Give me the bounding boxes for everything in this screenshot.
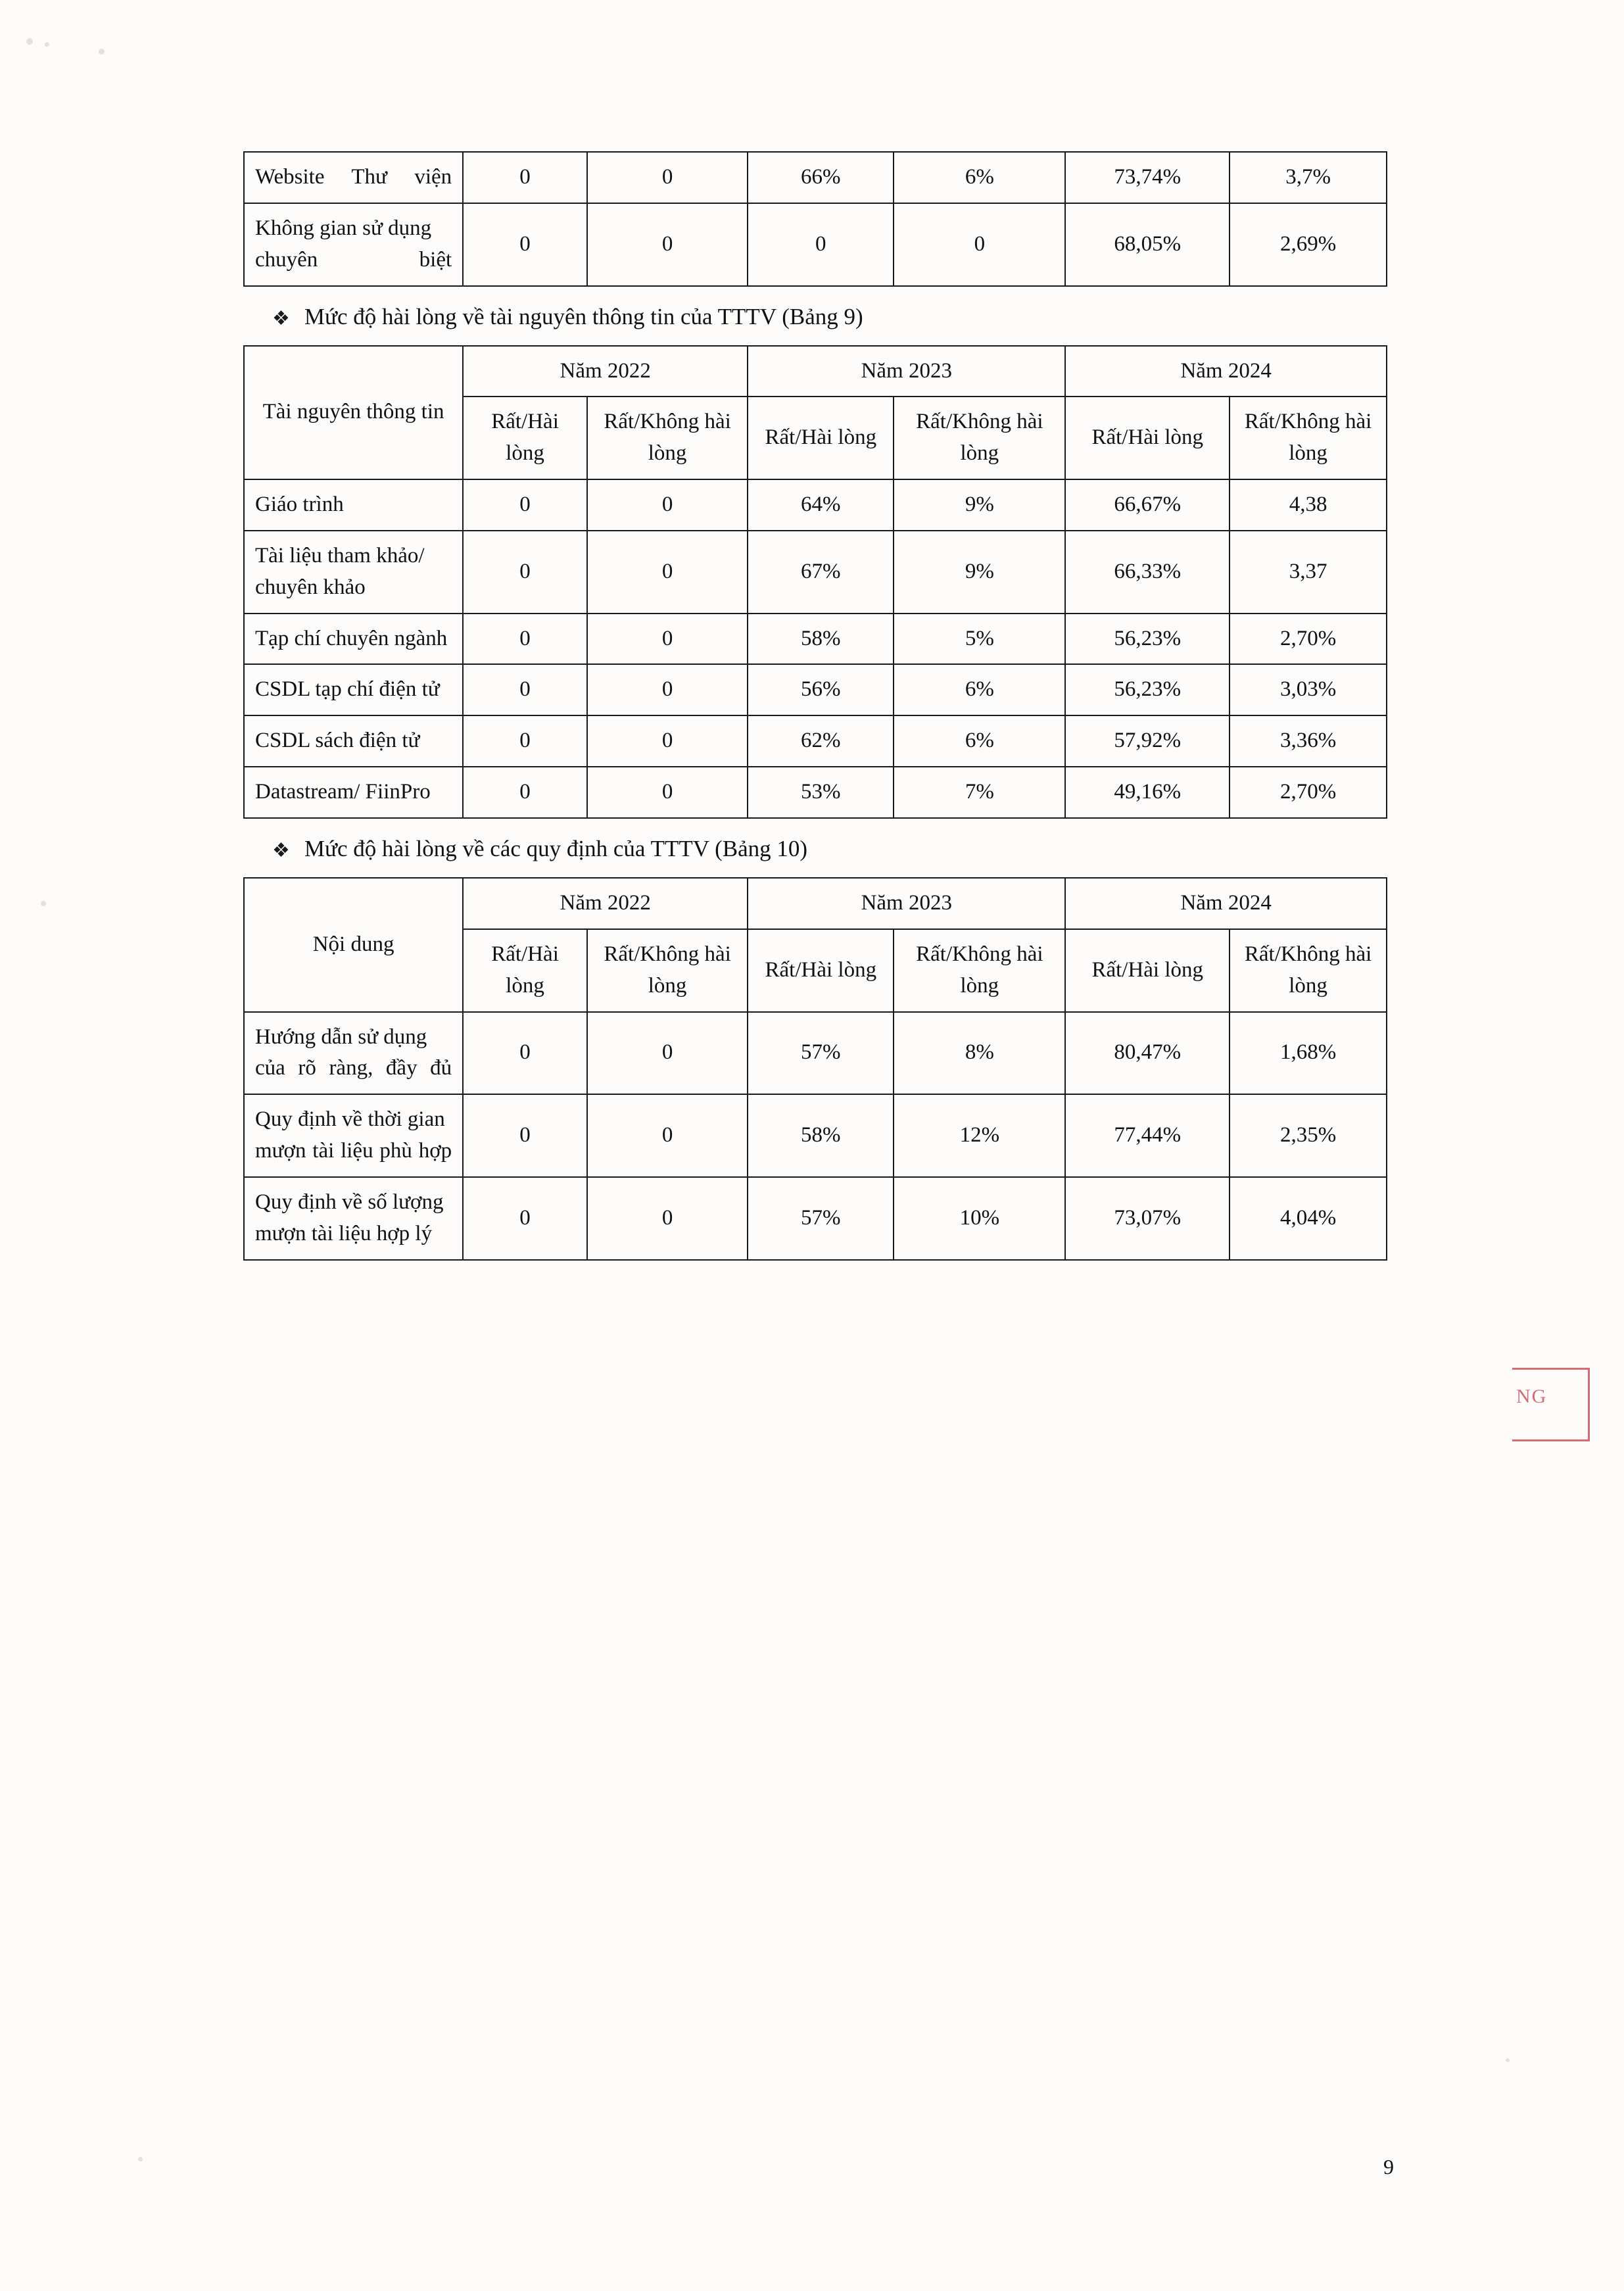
cell-value: 0 [587,715,748,767]
row-label: Quy định về thời gian mượn tài liệu phù hợp [244,1094,463,1177]
cell-value: 0 [587,152,748,203]
cell-value: 53% [748,767,894,818]
cell-value: 73,74% [1065,152,1230,203]
heading-text: Mức độ hài lòng về các quy định của TTTV (Bảng 10) [304,835,808,861]
cell-value: 2,35% [1230,1094,1387,1177]
table-row [244,614,1387,665]
table-row [244,1177,1387,1260]
cell-value: 0 [463,1012,587,1095]
table-row [244,1094,1387,1177]
cell-value: 0 [587,614,748,665]
cell-value: 2,69% [1230,203,1387,286]
table-bang-9 [243,345,1387,819]
cell-value: 56,23% [1065,664,1230,715]
cell-value: 56,23% [1065,614,1230,665]
cell-value: 57% [748,1177,894,1260]
table-row [244,767,1387,818]
sub-header: Rất/Hài lòng [748,397,894,479]
year-header: Năm 2022 [463,346,748,397]
year-header: Năm 2024 [1065,346,1387,397]
table-bang-10 [243,877,1387,1261]
cell-value: 56% [748,664,894,715]
cell-value: 0 [587,1094,748,1177]
heading-bang-10 [272,836,1391,865]
cell-value: 0 [587,664,748,715]
cell-value: 2,70% [1230,767,1387,818]
cell-value: 3,03% [1230,664,1387,715]
scan-corner-marks [26,38,158,64]
cell-value: 8% [894,1012,1065,1095]
sub-header: Rất/Hài lòng [463,397,587,479]
row-label: Datastream/ FiinPro [244,767,463,818]
year-header: Năm 2023 [748,878,1065,929]
cell-value: 12% [894,1094,1065,1177]
diamond-bullet-icon: ❖ [272,307,290,329]
sub-header: Rất/Không hài lòng [587,929,748,1012]
cell-value: 64% [748,479,894,531]
sub-header: Rất/Hài lòng [748,929,894,1012]
row-label: Hướng dẫn sử dụng của rõ ràng, đầy đủ [244,1012,463,1095]
sub-header: Rất/Không hài lòng [1230,397,1387,479]
cell-value: 2,70% [1230,614,1387,665]
cell-value: 73,07% [1065,1177,1230,1260]
cell-value: 62% [748,715,894,767]
document-content [243,151,1391,1261]
sub-header: Rất/Không hài lòng [894,929,1065,1012]
cell-value: 6% [894,715,1065,767]
cell-value: 80,47% [1065,1012,1230,1095]
cell-value: 1,68% [1230,1012,1387,1095]
heading-text: Mức độ hài lòng về tài nguyên thông tin của TTTV (Bảng 9) [304,303,863,329]
cell-value: 57,92% [1065,715,1230,767]
year-header: Năm 2023 [748,346,1065,397]
cell-value: 0 [587,479,748,531]
cell-value: 0 [463,203,587,286]
cell-value: 0 [463,531,587,614]
cell-value: 77,44% [1065,1094,1230,1177]
corner-header: Nội dung [244,878,463,1012]
red-stamp-fragment [1512,1368,1590,1441]
cell-value: 57% [748,1012,894,1095]
cell-value: 0 [463,664,587,715]
cell-value: 58% [748,1094,894,1177]
row-label: CSDL sách điện tử [244,715,463,767]
table-header-row [244,346,1387,397]
table-row [244,152,1387,203]
cell-value: 3,7% [1230,152,1387,203]
row-label: Giáo trình [244,479,463,531]
corner-header: Tài nguyên thông tin [244,346,463,480]
row-label: Không gian sử dụng chuyên biệt [244,203,463,286]
table-row [244,531,1387,614]
cell-value: 6% [894,664,1065,715]
diamond-bullet-icon: ❖ [272,839,290,861]
cell-value: 58% [748,614,894,665]
cell-value: 0 [463,479,587,531]
page-number: 9 [1383,2155,1394,2179]
cell-value: 0 [587,203,748,286]
cell-value: 6% [894,152,1065,203]
year-header: Năm 2022 [463,878,748,929]
cell-value: 0 [894,203,1065,286]
sub-header: Rất/Không hài lòng [1230,929,1387,1012]
sub-header: Rất/Hài lòng [1065,929,1230,1012]
table-continuation [243,151,1387,287]
cell-value: 9% [894,531,1065,614]
row-label: Tạp chí chuyên ngành [244,614,463,665]
cell-value: 4,04% [1230,1177,1387,1260]
cell-value: 0 [463,767,587,818]
year-header: Năm 2024 [1065,878,1387,929]
cell-value: 66,67% [1065,479,1230,531]
cell-value: 66,33% [1065,531,1230,614]
cell-value: 0 [587,767,748,818]
table-row [244,479,1387,531]
sub-header: Rất/Không hài lòng [894,397,1065,479]
sub-header: Rất/Không hài lòng [587,397,748,479]
cell-value: 67% [748,531,894,614]
cell-value: 3,37 [1230,531,1387,614]
cell-value: 10% [894,1177,1065,1260]
sub-header: Rất/Hài lòng [463,929,587,1012]
table-row [244,715,1387,767]
row-label: Quy định về số lượng mượn tài liệu hợp lý [244,1177,463,1260]
cell-value: 0 [463,715,587,767]
table-row [244,664,1387,715]
cell-value: 0 [587,1012,748,1095]
cell-value: 4,38 [1230,479,1387,531]
cell-value: 66% [748,152,894,203]
table-row [244,1012,1387,1095]
table-header-row [244,878,1387,929]
cell-value: 3,36% [1230,715,1387,767]
row-label: Website Thư viện [244,152,463,203]
cell-value: 0 [587,1177,748,1260]
heading-bang-9 [272,304,1391,333]
row-label: Tài liệu tham khảo/ chuyên khảo [244,531,463,614]
cell-value: 49,16% [1065,767,1230,818]
cell-value: 0 [463,1177,587,1260]
cell-value: 68,05% [1065,203,1230,286]
cell-value: 0 [463,614,587,665]
cell-value: 0 [463,1094,587,1177]
stamp-text: NG [1516,1386,1548,1407]
cell-value: 9% [894,479,1065,531]
cell-value: 0 [463,152,587,203]
cell-value: 7% [894,767,1065,818]
cell-value: 0 [587,531,748,614]
table-row [244,203,1387,286]
sub-header: Rất/Hài lòng [1065,397,1230,479]
row-label: CSDL tạp chí điện tử [244,664,463,715]
cell-value: 5% [894,614,1065,665]
cell-value: 0 [748,203,894,286]
